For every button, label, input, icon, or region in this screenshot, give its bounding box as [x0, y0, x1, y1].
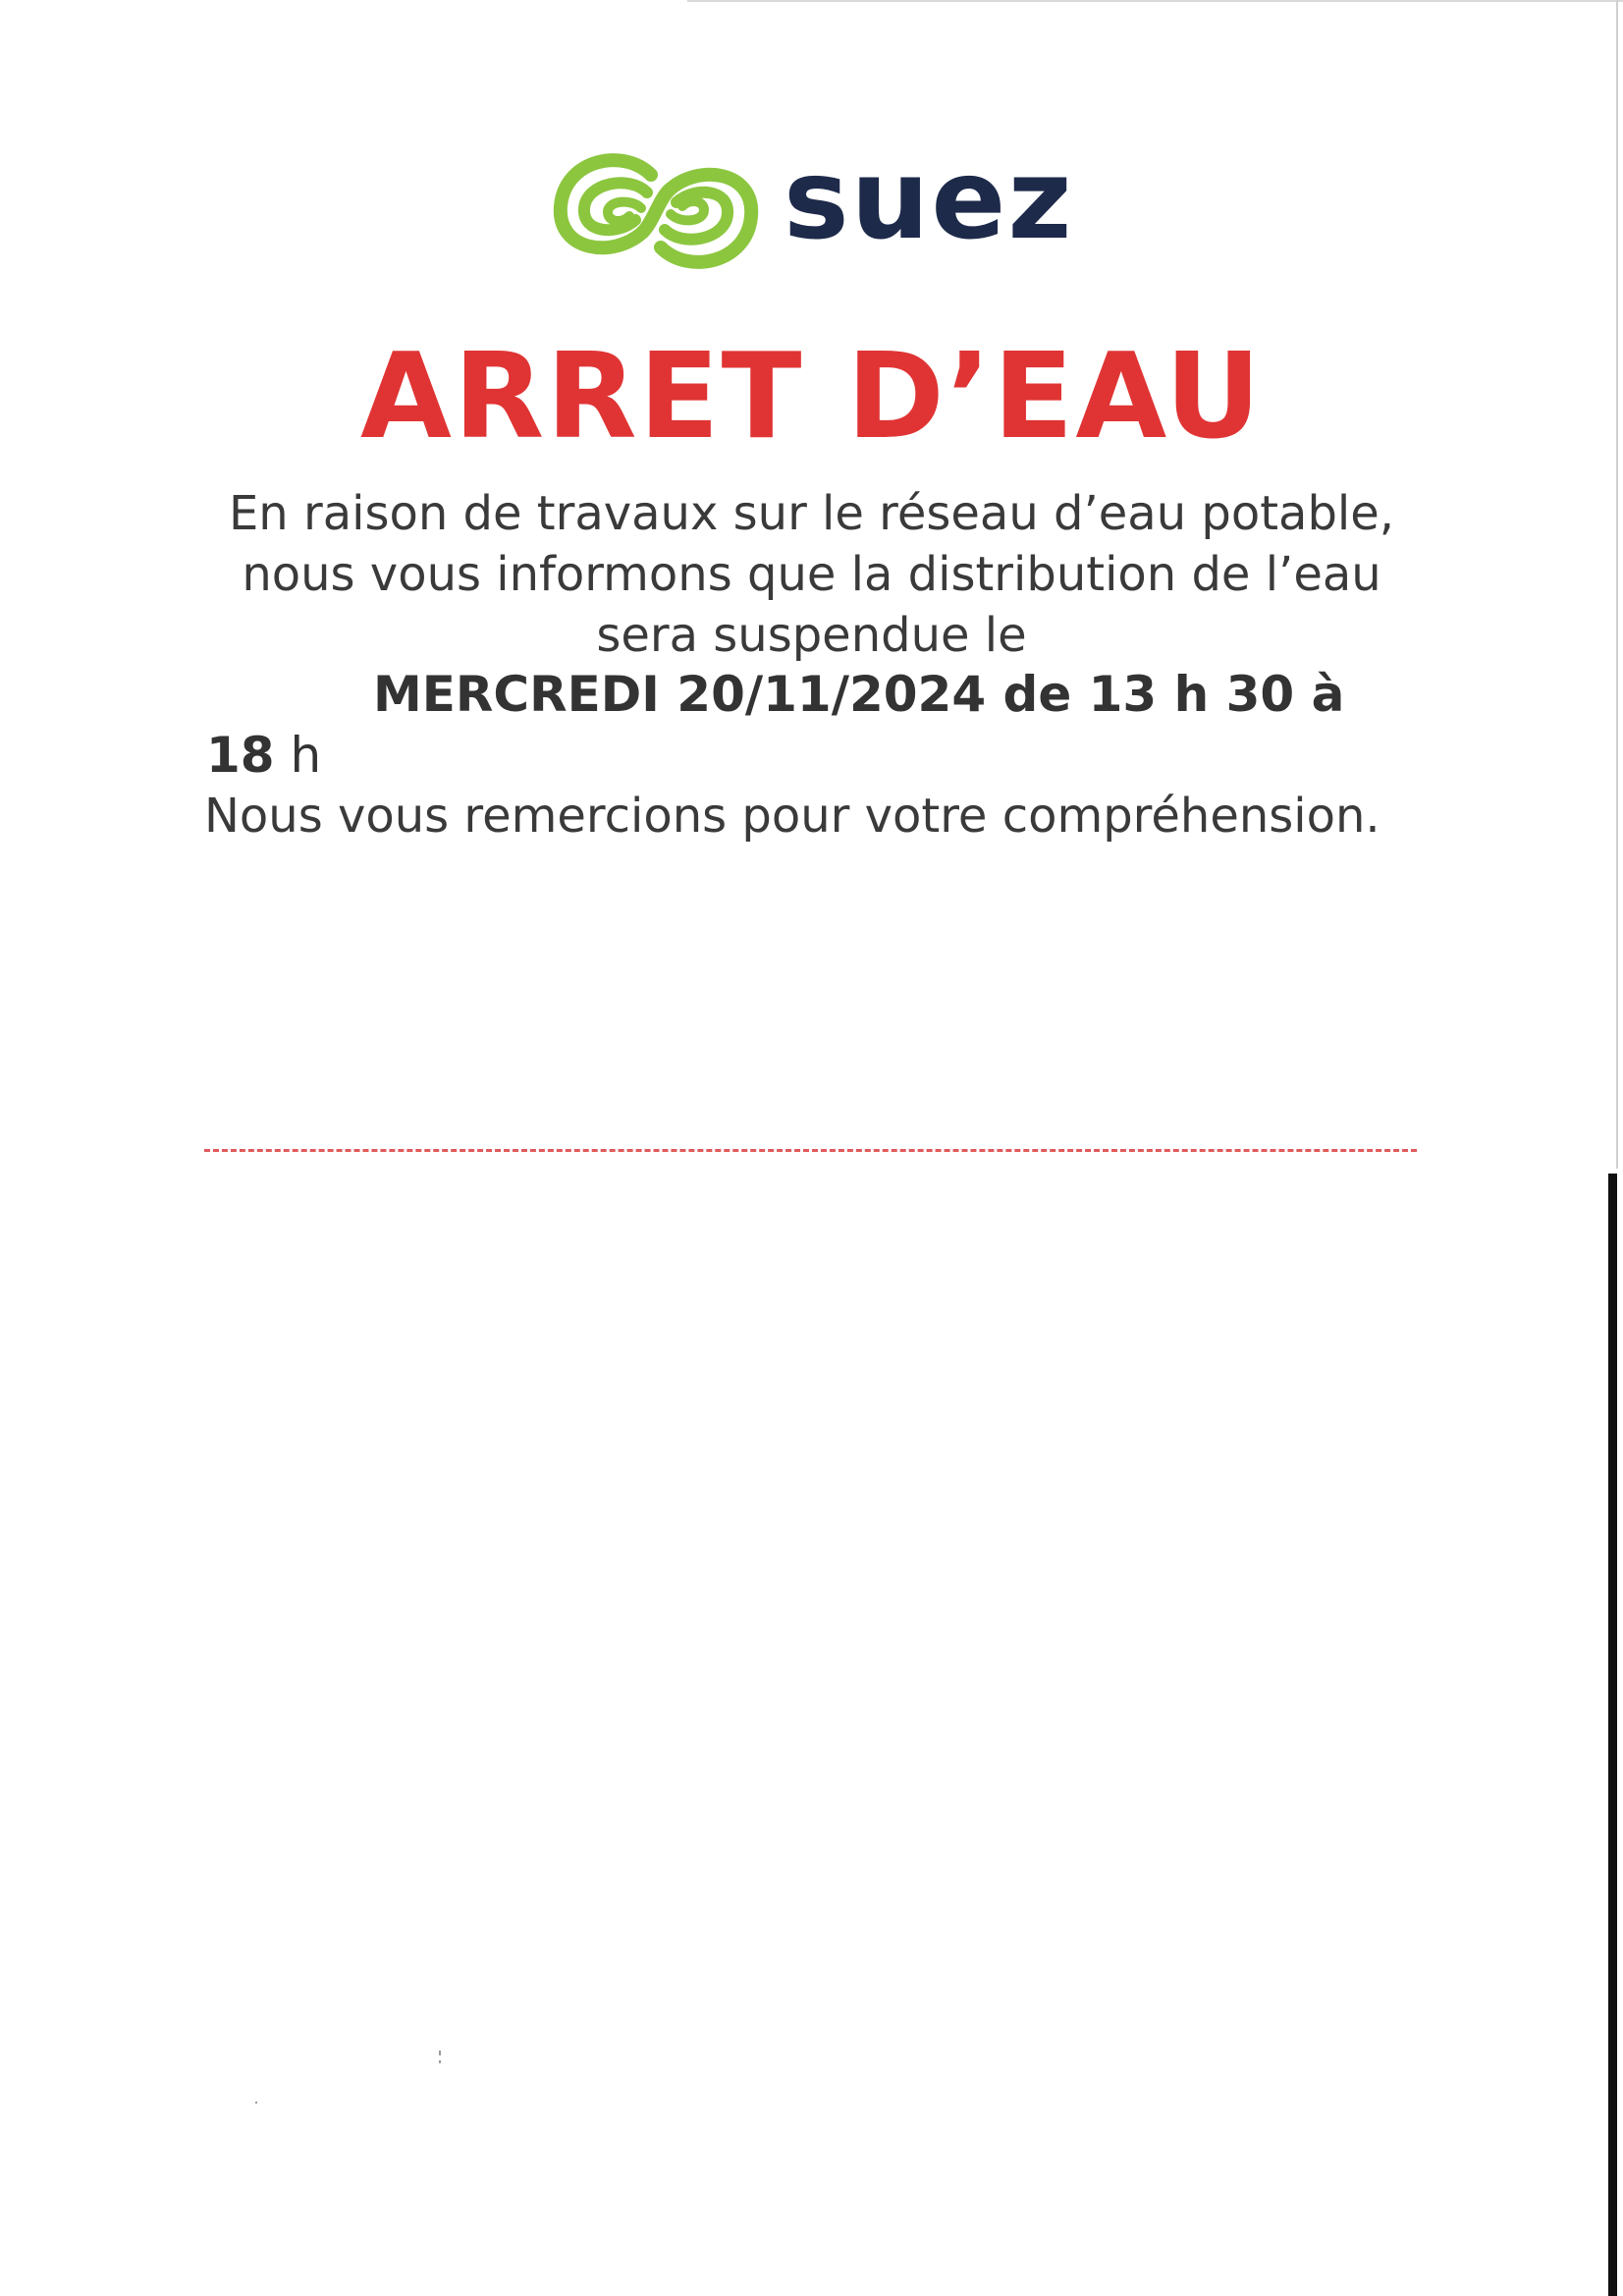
- cut-line-divider: [204, 1149, 1417, 1152]
- outage-end-time: [206, 725, 321, 786]
- suez-swirl-icon: [543, 137, 769, 285]
- suez-logo: [543, 137, 1093, 285]
- notice-title: ARRET D’EAU: [359, 329, 1264, 465]
- end-hour: 18: [206, 727, 275, 784]
- suez-wordmark: suez: [784, 137, 1074, 264]
- end-unit: h: [290, 727, 322, 784]
- notice-intro: [147, 483, 1476, 666]
- intro-line: En raison de travaux sur le réseau d’eau potable,: [228, 486, 1395, 541]
- outage-date: MERCREDI 20/11/2024 de 13 h 30 à: [373, 666, 1345, 723]
- intro-line: nous vous informons que la distribution de l’eau: [242, 547, 1381, 602]
- scan-speck: [439, 2050, 441, 2055]
- scan-right-edge-thin: [1616, 0, 1618, 1169]
- thanks-message: Nous vous remercions pour votre compréhension.: [204, 789, 1380, 844]
- scan-speck: [439, 2060, 441, 2063]
- scan-right-edge: [1608, 1174, 1617, 2296]
- scan-speck: [255, 2102, 257, 2104]
- scan-top-edge: [687, 0, 1623, 2]
- intro-line: sera suspendue le: [596, 608, 1027, 663]
